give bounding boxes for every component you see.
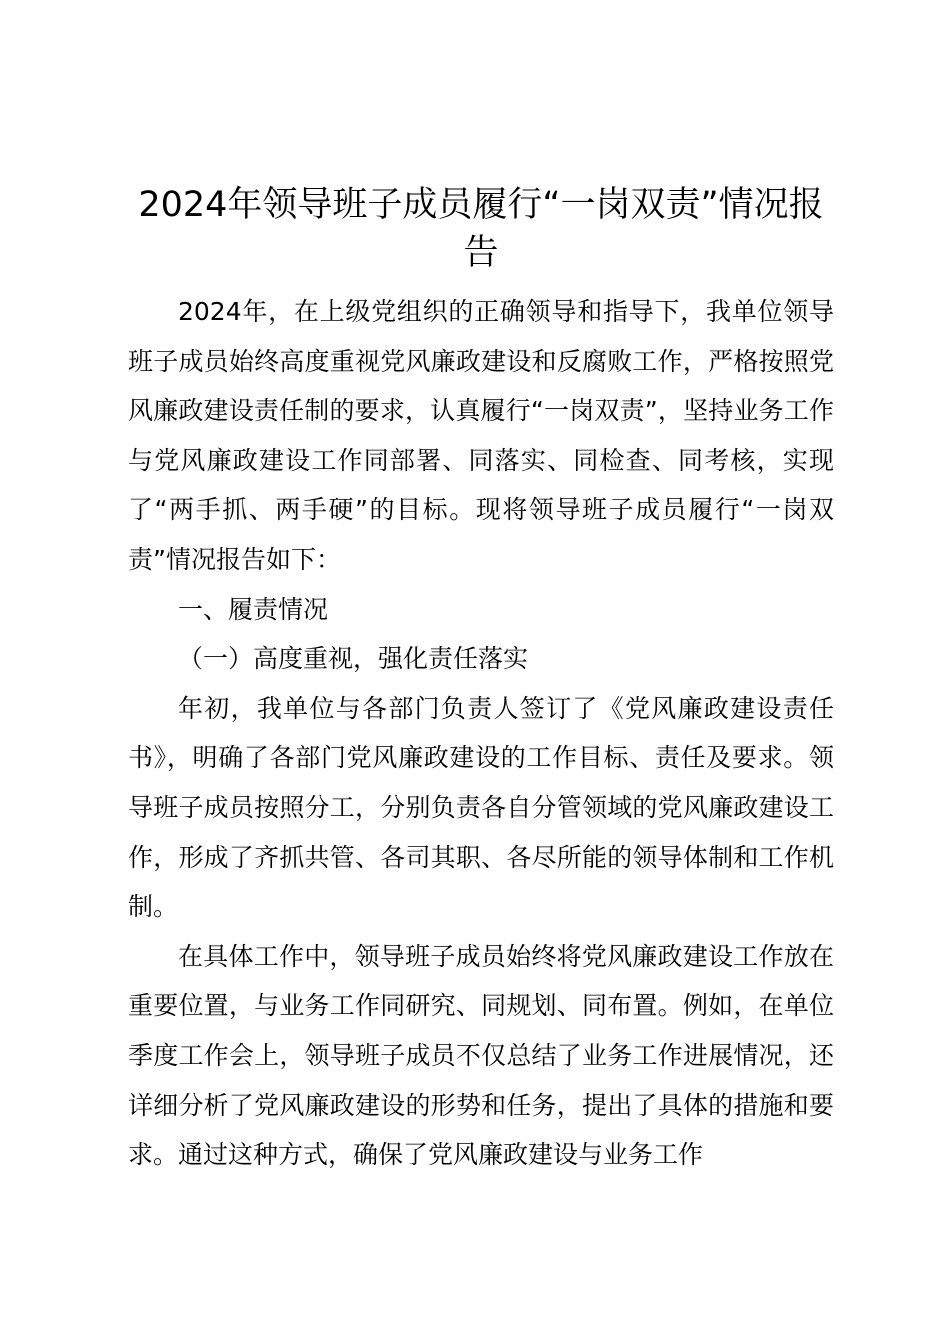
body-paragraph-2: 在具体工作中，领导班子成员始终将党风廉政建设工作放在重要位置，与业务工作同研究、同规划、同布置。例如，在单位季度工作会上，领导班子成员不仅总结了业务工作进展情况，还详细分析了党风廉政建设的形势和任务，提出了具体的措施和要求。通过这种方式，确保了党风廉政建设与业务工作 [128, 941, 834, 1170]
section-heading-1: 一、履责情况 [178, 594, 329, 624]
body-paragraph-1: 年初，我单位与各部门负责人签订了《党风廉政建设责任书》，明确了各部门党风廉政建设的工作目标、责任及要求。领导班子成员按照分工，分别负责各自分管领域的党风廉政建设工作，形成了齐抓共管、各司其职、各尽所能的领导体制和工作机制。 [128, 693, 834, 922]
document-content [128, 181, 834, 1180]
document-body [128, 287, 834, 1180]
subsection-heading-1: （一）高度重视，强化责任落实 [178, 644, 529, 674]
intro-paragraph: 2024年，在上级党组织的正确领导和指导下，我单位领导班子成员始终高度重视党风廉政建设和反腐败工作，严格按照党风廉政建设责任制的要求，认真履行“一岗双责”，坚持业务工作与党风廉政建设工作同部署、同落实、同检查、同考核，实现了“两手抓、两手硬”的目标。现将领导班子成员履行“一岗双责”情况报告如下： [128, 297, 834, 574]
document-title: 2024年领导班子成员履行“一岗双责”情况报告 [138, 185, 824, 273]
